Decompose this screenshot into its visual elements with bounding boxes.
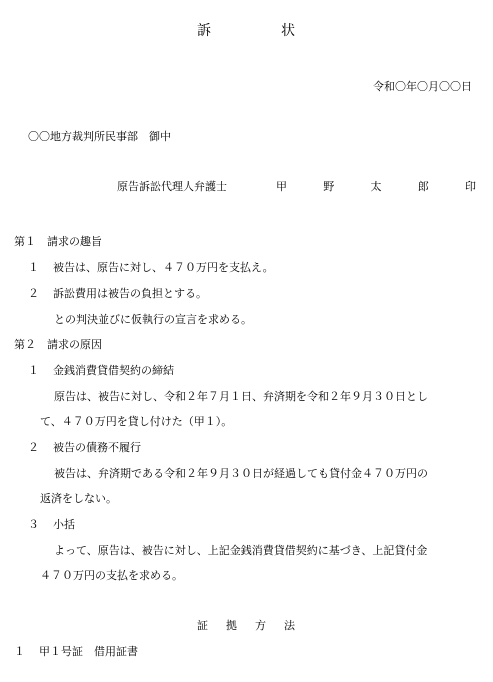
addressee [28,129,171,144]
cause-paragraph-line: て、４７０万円を貸し付けた（甲１）。 [40,415,233,428]
item-number: ２ [28,441,39,454]
heading-char: 方 [255,619,266,632]
cause-paragraph-line: 返済をしない。 [40,492,117,505]
cause-paragraph-line: ４７０万円の支払を求める。 [40,569,183,582]
cause-item-title [28,363,174,378]
name-char: 甲 [276,180,287,193]
item-text: 甲１号証 借用証書 [39,645,138,658]
claim-closing: との判決並びに仮執行の宣言を求める。 [54,313,252,326]
item-number: １ [28,261,39,274]
section-number: 第２ [14,338,36,351]
plaintiff-attorney-role: 原告訴訟代理人弁護士 [117,180,227,193]
item-text: 被告は、原告に対し、４７０万円を支払え。 [53,261,274,274]
heading-char: 法 [284,619,295,632]
title-char: 訴 [197,23,211,39]
claim-item [28,260,274,275]
name-char: 郎 [417,180,429,193]
item-number: １ [14,645,25,658]
item-title: 金銭消費貸借契約の締結 [53,364,174,377]
document-title [197,22,295,40]
section-title: 請求の趣旨 [47,235,102,248]
section-heading-claim [14,234,102,249]
item-number: ３ [28,518,39,531]
section-title: 請求の原因 [47,338,102,351]
item-number: １ [28,364,39,377]
item-title: 小括 [53,518,75,531]
filing-date: 令和〇年〇月〇〇日 [373,80,472,93]
section-number: 第１ [14,235,36,248]
evidence-item [14,644,138,659]
evidence-heading [197,618,295,633]
heading-char: 拠 [226,619,237,632]
item-number: ２ [28,287,39,300]
title-char: 状 [281,23,295,39]
claim-item [28,286,207,301]
seal-mark: 印 [465,180,476,193]
honorific: 御中 [149,130,171,143]
cause-paragraph-line: よって、原告は、被告に対し、上記金銭消費貸借契約に基づき、上記貸付金 [54,544,428,557]
item-title: 被告の債務不履行 [53,441,141,454]
cause-paragraph-line: 被告は、弁済期である令和２年９月３０日が経過しても貸付金４７０万円の [54,467,428,480]
name-char: 太 [370,180,382,193]
section-heading-cause [14,337,102,352]
heading-char: 証 [197,619,208,632]
cause-item-title [28,517,75,532]
name-char: 野 [323,180,335,193]
item-text: 訴訟費用は被告の負担とする。 [53,287,207,300]
court-name: 〇〇地方裁判所民事部 [28,130,138,143]
cause-item-title [28,440,141,455]
cause-paragraph-line: 原告は、被告に対し、令和２年７月１日、弁済期を令和２年９月３０日とし [54,390,428,403]
plaintiff-attorney-name [276,179,476,194]
